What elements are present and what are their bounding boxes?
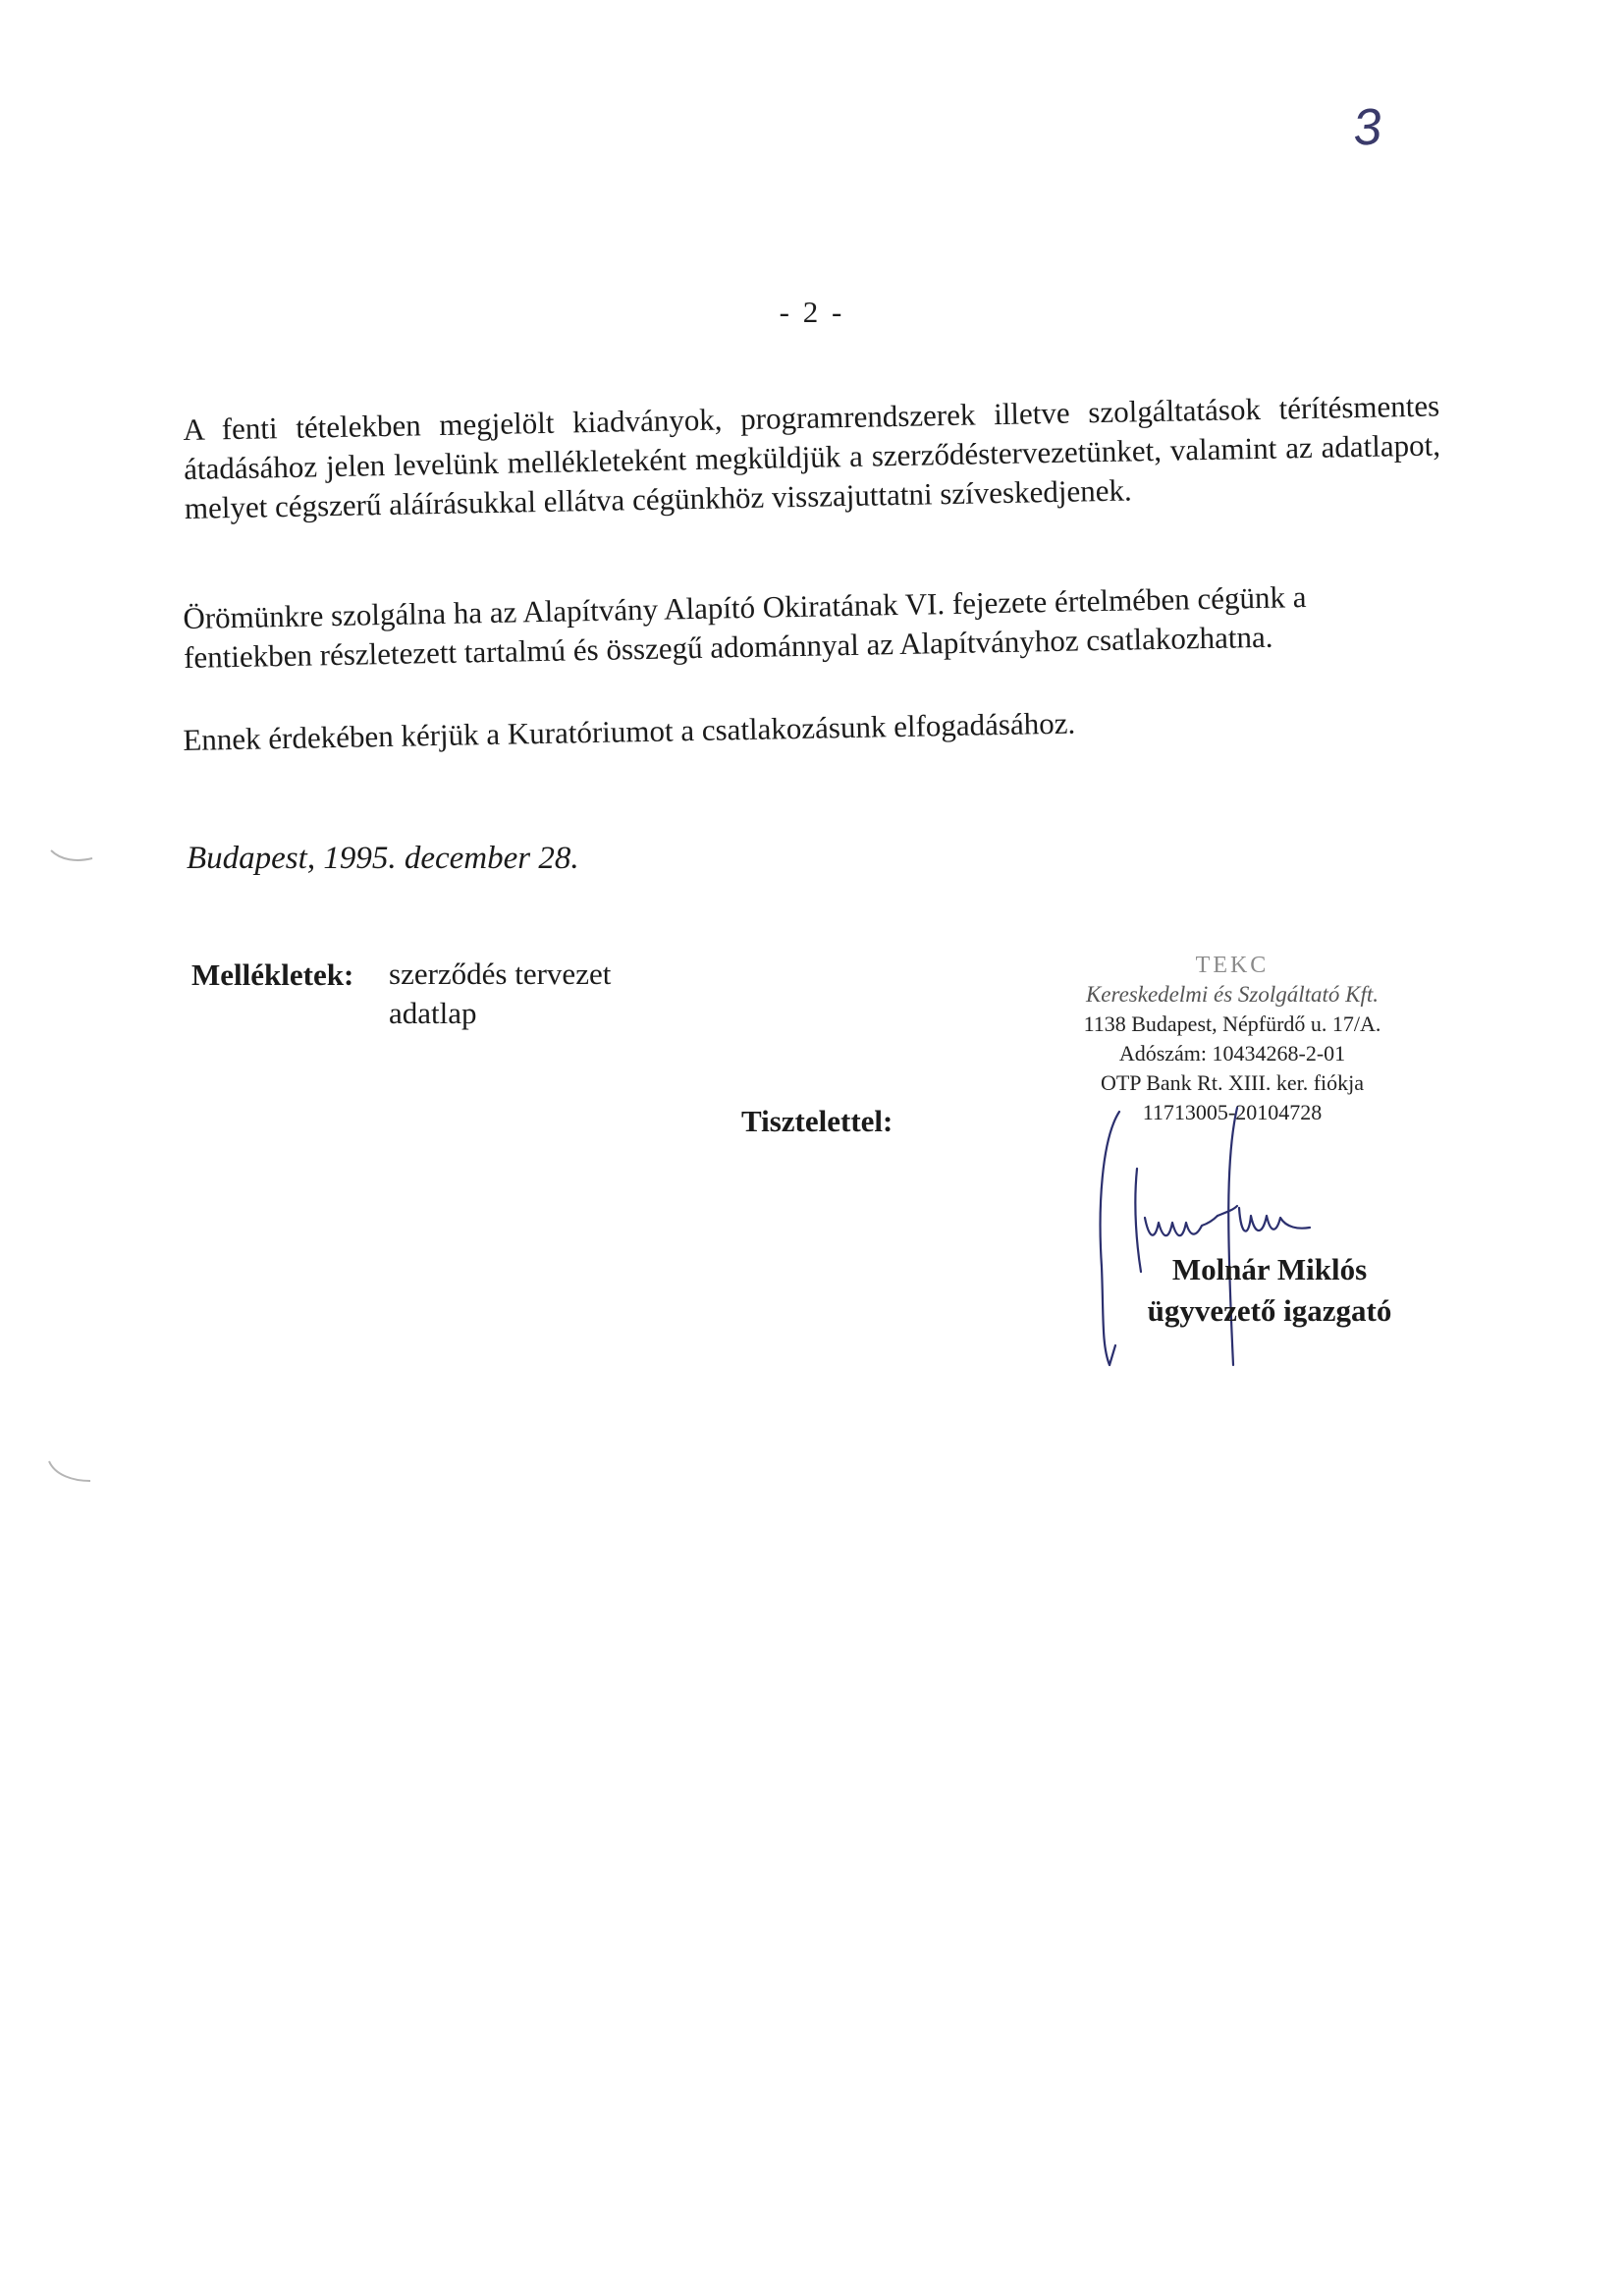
paragraph-2: Örömünkre szolgálna ha az Alapítvány Alapító Okiratának VI. fejezete értelmében cégünk a fentiekben részletezett tartalmú és összegű adománnyal az Alapítványhoz csatlakozhatna. xyxy=(183,579,1307,675)
place-date: Budapest, 1995. december 28. xyxy=(187,841,579,876)
stamp-account: 11713005-20104728 xyxy=(1142,1100,1323,1124)
page-header: - 2 - xyxy=(779,295,845,329)
signer-title: ügyvezető igazgató xyxy=(1147,1293,1392,1328)
stamp-company: TEKC xyxy=(1195,953,1270,978)
paragraph-1: A fenti tételekben megjelölt kiadványok, programrendszerek illetve szolgáltatások térítésmentes átadásához jelen levelünk mellékleteként megküldjük a szerződéstervezetünket, valamint az adatlapot, melyet cégszerű aláírásukkal ellátva cégünkhöz visszajuttatni szíveskedjenek. xyxy=(183,388,1441,525)
signer-name: Molnár Miklós xyxy=(1171,1252,1368,1286)
scan-artifact xyxy=(45,1457,94,1487)
paragraph-3: Ennek érdekében kérjük a Kuratóriumot a csatlakozásunk elfogadásához. xyxy=(183,705,1076,757)
stamp-bank: OTP Bank Rt. XIII. ker. fiókja xyxy=(1100,1070,1365,1095)
attachments-label: Mellékletek: xyxy=(191,957,354,992)
stamp-company-full: Kereskedelmi és Szolgáltató Kft. xyxy=(1085,982,1380,1007)
signer-block xyxy=(1127,1249,1412,1332)
handwritten-signature xyxy=(1080,1100,1394,1375)
attachment-item: szerződés tervezet xyxy=(389,957,612,991)
stamp-tax-id: Adószám: 10434268-2-01 xyxy=(1118,1041,1346,1066)
scan-artifact xyxy=(47,847,96,866)
closing-salutation: Tisztelettel: xyxy=(741,1104,893,1138)
stamp-address: 1138 Budapest, Népfürdő u. 17/A. xyxy=(1083,1011,1381,1036)
attachments-list xyxy=(389,955,611,1033)
attachment-item: adatlap xyxy=(389,996,477,1030)
handwritten-page-number: 3 xyxy=(1351,98,1383,157)
